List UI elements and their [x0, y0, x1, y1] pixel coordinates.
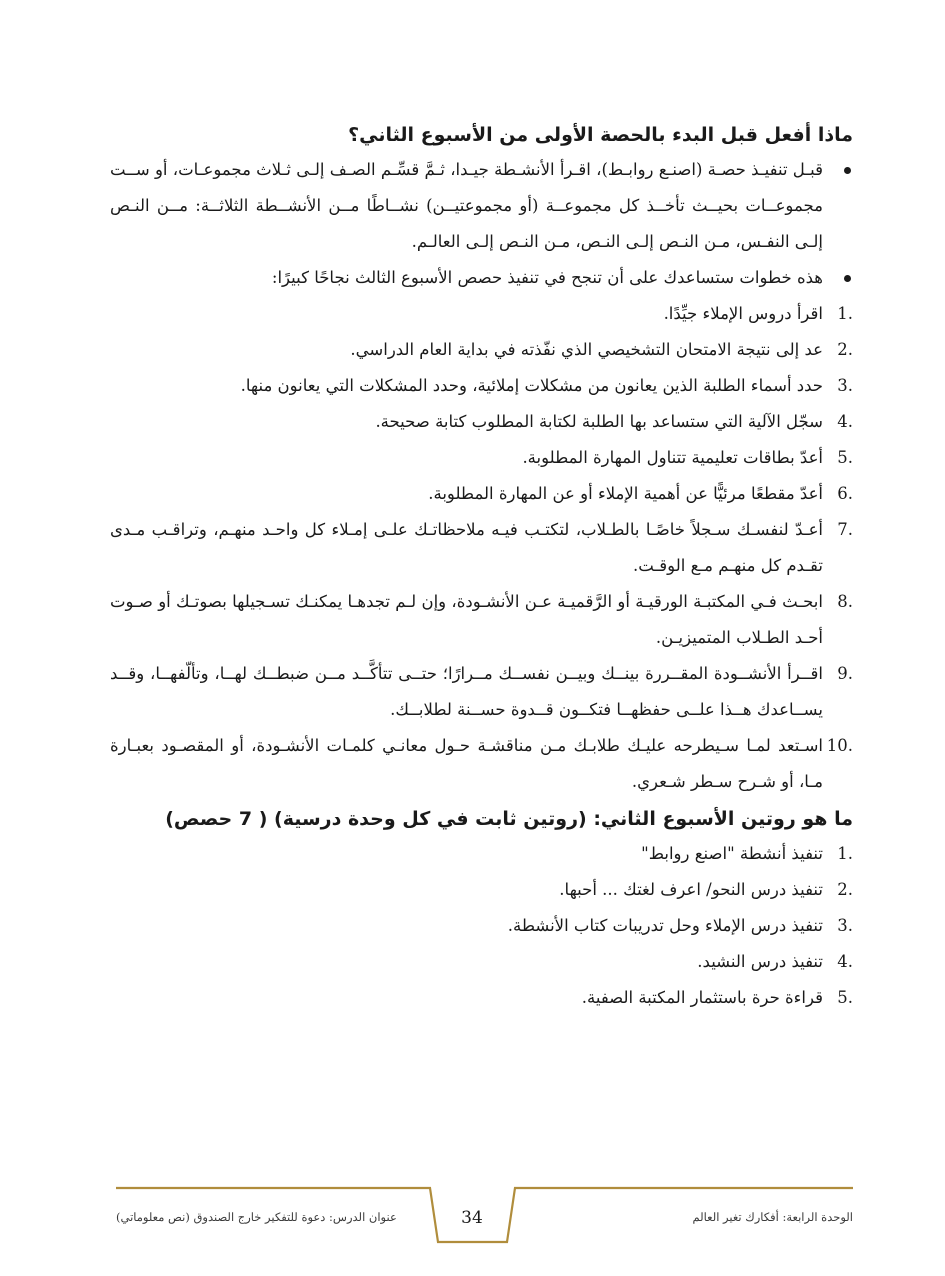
section1-heading: ماذا أفعل قبل البدء بالحصة الأولى من الأسبوع الثاني؟ [348, 124, 853, 146]
bullet-item [110, 152, 853, 260]
list-item [110, 656, 853, 728]
item-text: تنفيذ أنشطة "اصنع روابط" [641, 844, 823, 863]
list-item [110, 296, 853, 332]
item-text: أعدّ مقطعًا مرئيًّا عن أهمية الإملاء أو عن المهارة المطلوبة. [428, 484, 823, 503]
item-text: عد إلى نتيجة الامتحان التشخيصي الذي نفّذته في بداية العام الدراسي. [350, 340, 823, 359]
item-number: 10. [826, 736, 853, 755]
item-text: سجّل الآلية التي ستساعد بها الطلبة لكتابة المطلوب كتابة صحيحة. [375, 412, 823, 431]
item-number: 4. [837, 412, 853, 431]
bullet-dot-icon [844, 167, 851, 174]
list-item [110, 728, 853, 800]
item-text: اقرأ دروس الإملاء جيِّدًا. [663, 304, 823, 323]
item-number: 2. [837, 880, 853, 899]
bullet-dot-icon [844, 275, 851, 282]
item-text: ابحـث فـي المكتبـة الورقيـة أو الرَّقميـة عـن الأنشـودة، وإن لـم تجدهـا يمكنـك تسـجيلها بصوتـك أو صـوت أحـد الطـلاب المتميزيـن. [110, 592, 823, 647]
item-text: تنفيذ درس الإملاء وحل تدريبات كتاب الأنشطة. [507, 916, 823, 935]
footer-frame [0, 1180, 945, 1276]
page-footer [0, 1180, 945, 1276]
item-text: قراءة حرة باستثمار المكتبة الصفية. [581, 988, 823, 1007]
list-item [110, 584, 853, 656]
page-number: 34 [461, 1208, 483, 1228]
item-number: 5. [837, 448, 853, 467]
item-number: 3. [837, 916, 853, 935]
item-number: 1. [837, 844, 853, 863]
list-item [110, 368, 853, 404]
item-number: 4. [837, 952, 853, 971]
item-text: أعدّ بطاقات تعليمية تتناول المهارة المطلوبة. [522, 448, 823, 467]
section1-bullets [110, 152, 853, 296]
item-text: أعـدّ لنفسـك سـجلاً خاصًـا بالطـلاب، لتكتـب فيـه ملاحظاتـك علـى إمـلاء كل واحـد منهـم، وتراقـب مـدى تقـدم كل منهـم مـع الوقـت. [110, 520, 823, 575]
list-item [110, 980, 853, 1016]
item-text: حدد أسماء الطلبة الذين يعانون من مشكلات إملائية، وحدد المشكلات التي يعانون منها. [240, 376, 823, 395]
item-text: تنفيذ درس النشيد. [697, 952, 823, 971]
list-item [110, 872, 853, 908]
item-number: 9. [837, 664, 853, 683]
item-number: 1. [837, 304, 853, 323]
bullet-text: هذه خطوات ستساعدك على أن تنجح في تنفيذ حصص الأسبوع الثالث نجاحًا كبيرًا: [271, 268, 823, 287]
footer-lesson-title: عنوان الدرس: دعوة للتفكير خارج الصندوق (نص معلوماتي) [116, 1210, 397, 1224]
section2-steps [110, 836, 853, 1016]
section2-heading: ما هو روتين الأسبوع الثاني: (روتين ثابت في كل وحدة درسية) ( 7 حصص) [165, 808, 853, 830]
item-number: 2. [837, 340, 853, 359]
list-item [110, 836, 853, 872]
list-item [110, 404, 853, 440]
item-number: 6. [837, 484, 853, 503]
item-text: اسـتعد لمـا سـيطرحه عليـك طلابـك مـن مناقشـة حـول معانـي كلمـات الأنشـودة، أو المقصـود بعبـارة مـا، أو شـرح سـطر شـعري. [110, 736, 823, 791]
list-item [110, 440, 853, 476]
section1-steps [110, 296, 853, 800]
page-content [110, 118, 853, 1016]
item-number: 5. [837, 988, 853, 1007]
list-item [110, 332, 853, 368]
list-item [110, 476, 853, 512]
list-item [110, 944, 853, 980]
item-number: 8. [837, 592, 853, 611]
item-text: تنفيذ درس النحو/ اعرف لغتك ... أحبها. [559, 880, 823, 899]
list-item [110, 908, 853, 944]
item-number: 7. [837, 520, 853, 539]
footer-unit-title: الوحدة الرابعة: أفكارك تغير العالم [692, 1210, 853, 1224]
bullet-item [110, 260, 853, 296]
bullet-text: قبـل تنفيـذ حصـة (اصنـع روابـط)، اقـرأ الأنشـطة جيـدا، ثـمَّ قسِّـم الصـف إلـى ثـلاث مجموعـات، أو ســت مجموعــات بحيــث تأخــذ كل مجموعــة (أو مجموعتيــن) نشــاطًا مــن الأنشــطة الثلاثــة: مــن النـص إلـى النفـس، مـن النـص إلـى النـص، مـن النـص إلـى العالـم. [110, 160, 823, 251]
list-item [110, 512, 853, 584]
item-text: اقــرأ الأنشــودة المقــررة بينــك وبيــن نفســك مــرارًا؛ حتــى تتأكَّــد مــن ضبطــك لهــا، وتألّفهــا، وقــد يســاعدك هــذا علــى حفظهــا فتكــون قــدوة حســنة لطلابــك. [110, 664, 823, 719]
item-number: 3. [837, 376, 853, 395]
